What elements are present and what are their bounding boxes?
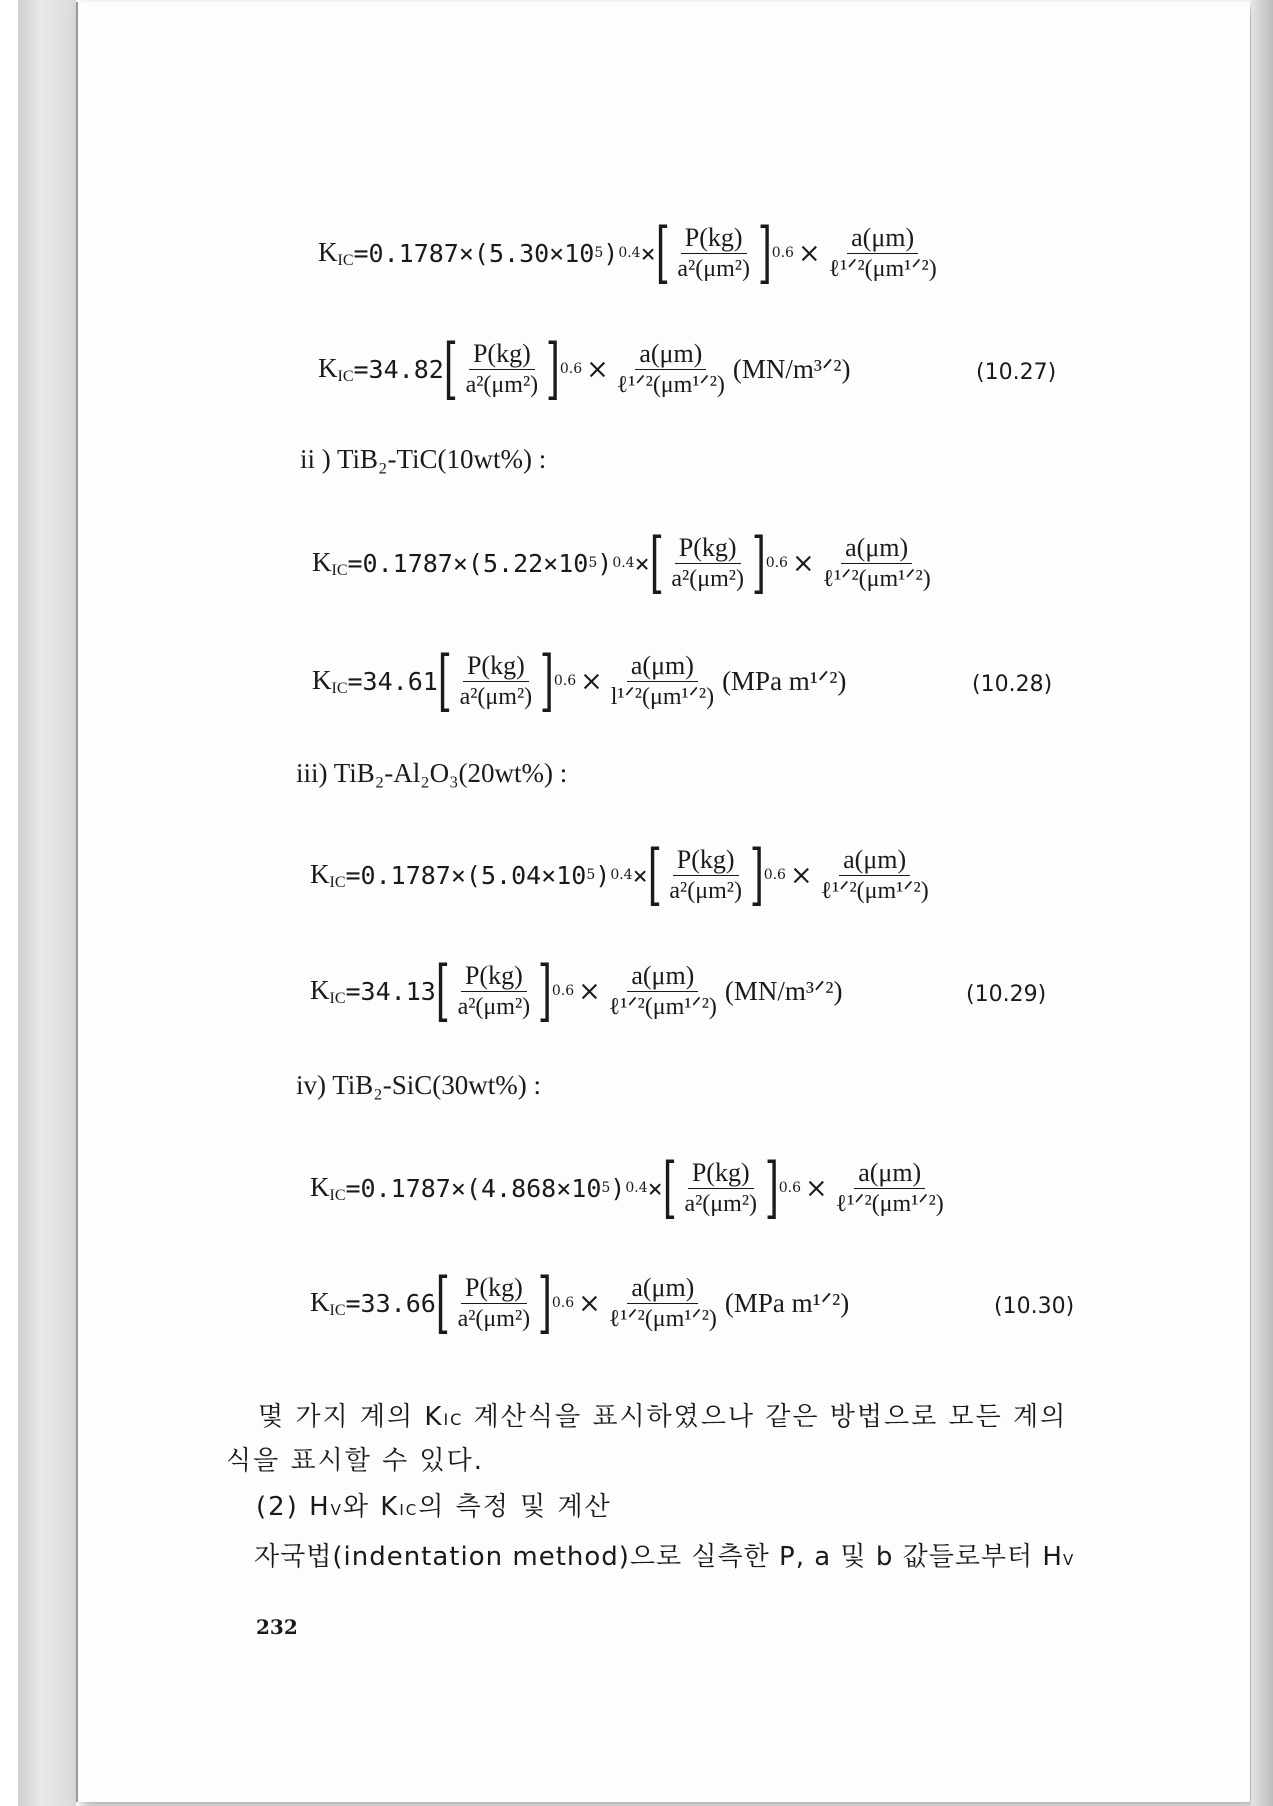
times: ×: [805, 1172, 828, 1204]
equation: [310, 1264, 850, 1341]
fraction-length: $\frac{a(\mu m)}{\text{ℓ¹ᐟ²(μm¹ᐟ²)}}$: [828, 222, 937, 282]
times: ×: [578, 1287, 601, 1319]
fraction-main: $\frac{P(kg)}{\text{a²(μm²)}}$: [457, 1272, 531, 1332]
equation: [312, 642, 847, 719]
coefficient: =0.1787×(5.22×10: [347, 548, 589, 578]
times: ×: [797, 237, 821, 269]
section-heading: (2) HV와 KIC의 측정 및 계산: [256, 1492, 612, 1522]
power: 0.4: [610, 867, 633, 883]
exponent: 5: [594, 245, 604, 261]
fraction-main: $\frac{P(kg)}{\text{a²(μm²)}}$: [465, 338, 539, 398]
bracket-open: [: [435, 1264, 450, 1341]
bracket-close: ]: [545, 330, 561, 407]
times: ×: [634, 548, 650, 578]
fraction-main: $\frac{P(kg)}{\text{a²(μm²)}}$: [671, 532, 744, 592]
heading-iii: iii) TiB₂-Al₂O₃(20wt%) :: [296, 758, 568, 788]
k-symbol: $K_{IC}$: [312, 664, 348, 697]
k-symbol: $K_{IC}$: [312, 546, 348, 579]
times: ×: [789, 859, 813, 891]
bracket-exponent: 0.6: [553, 673, 577, 689]
bracket-close: ]: [757, 214, 772, 291]
coefficient: =0.1787×(5.04×10: [345, 860, 587, 890]
power: 0.4: [625, 1180, 648, 1196]
unit: (MN/m³ᐟ²): [724, 975, 843, 1006]
k-symbol: $K_{IC}$: [310, 974, 346, 1007]
equation: [310, 952, 843, 1029]
fraction-main: $\frac{P(kg)}{\text{a²(μm²)}}$: [677, 222, 750, 282]
k-symbol: $K_{IC}$: [318, 352, 354, 385]
fraction-length: $\frac{a(\mu m)}{\text{ℓ¹ᐟ²(μm¹ᐟ²)}}$: [820, 844, 929, 904]
coefficient: =34.61: [347, 666, 438, 696]
times: ×: [580, 665, 603, 697]
k-symbol: $K_{IC}$: [310, 1171, 346, 1204]
exponent: 5: [601, 1180, 611, 1196]
fraction-length: $\frac{a(\mu m)}{\text{ℓ¹ᐟ²(μm¹ᐟ²)}}$: [608, 1272, 717, 1332]
coefficient: =34.82: [353, 354, 444, 384]
bracket-close: ]: [537, 952, 553, 1029]
equation-number: (10.29): [966, 982, 1047, 1007]
paragraph-line-1: 몇 가지 계의 KIC 계산식을 표시하였으나 같은 방법으로 모든 계의: [258, 1402, 1068, 1432]
equation: [312, 524, 939, 601]
bracket-close: ]: [751, 524, 766, 601]
paren-close: ): [603, 238, 619, 268]
fraction-main: $\frac{P(kg)}{\text{a²(μm²)}}$: [457, 960, 531, 1020]
fraction-main: $\frac{P(kg)}{\text{a²(μm²)}}$: [459, 650, 533, 710]
bracket-open: [: [649, 524, 664, 601]
heading-ii: ii ) TiB₂-TiC(10wt%) :: [300, 444, 547, 474]
bracket-open: [: [662, 1149, 677, 1226]
bracket-exponent: 0.6: [551, 1295, 575, 1311]
coefficient: =33.66: [345, 1288, 436, 1318]
power: 0.4: [618, 245, 641, 261]
unit: (MPa m¹ᐟ²): [724, 1287, 850, 1318]
times: ×: [640, 238, 656, 268]
bracket-open: [: [443, 330, 458, 407]
bracket-exponent: 0.6: [771, 245, 794, 261]
equation-number: (10.28): [972, 672, 1053, 697]
times: ×: [632, 860, 648, 890]
book-spine: [18, 0, 76, 1806]
bracket-open: [: [435, 952, 450, 1029]
bracket-close: ]: [749, 836, 764, 913]
fraction-length: $\frac{a(\mu m)}{\text{ℓ¹ᐟ²(μm¹ᐟ²)}}$: [608, 960, 717, 1020]
coefficient: =34.13: [345, 976, 436, 1006]
fraction-length: $\frac{a(\mu m)}{\text{ℓ¹ᐟ²(μm¹ᐟ²)}}$: [835, 1157, 944, 1217]
bracket-exponent: 0.6: [778, 1180, 802, 1196]
k-symbol: $K_{IC}$: [310, 1286, 346, 1319]
times: ×: [791, 547, 815, 579]
equation: [318, 330, 851, 407]
exponent: 5: [586, 867, 596, 883]
k-symbol: $K_{IC}$: [310, 858, 346, 891]
fraction-main: $\frac{P(kg)}{\text{a²(μm²)}}$: [669, 844, 742, 904]
bracket-exponent: 0.6: [763, 867, 786, 883]
fraction-length: $\frac{a(\mu m)}{\text{ℓ¹ᐟ²(μm¹ᐟ²)}}$: [616, 338, 725, 398]
paragraph-2: 자국법(indentation method)으로 실측한 P, a 및 b 값들로부터 HV: [254, 1542, 1075, 1572]
exponent: 5: [588, 555, 598, 571]
paren-close: ): [610, 1173, 626, 1203]
page-edge: [1251, 0, 1273, 1806]
equation-number: (10.30): [994, 1294, 1075, 1319]
bracket-close: ]: [764, 1149, 779, 1226]
bracket-open: [: [655, 214, 670, 291]
equation-number: (10.27): [976, 360, 1057, 385]
page-number: 232: [256, 1615, 298, 1639]
paragraph-line-2: 식을 표시할 수 있다.: [226, 1446, 484, 1476]
bracket-open: [: [647, 836, 662, 913]
bracket-open: [: [437, 642, 452, 719]
bracket-close: ]: [539, 642, 555, 719]
bracket-exponent: 0.6: [765, 555, 788, 571]
coefficient: =0.1787×(5.30×10: [353, 238, 595, 268]
unit: (MN/m³ᐟ²): [732, 353, 851, 384]
k-symbol: $K_{IC}$: [318, 236, 354, 269]
equation: [318, 214, 945, 291]
fraction-length: $\frac{a(\mu m)}{\text{l¹ᐟ²(μm¹ᐟ²)}}$: [610, 650, 715, 710]
fraction-main: $\frac{P(kg)}{\text{a²(μm²)}}$: [684, 1157, 757, 1217]
paren-close: ): [597, 548, 613, 578]
unit: (MPa m¹ᐟ²): [722, 665, 847, 696]
power: 0.4: [612, 555, 635, 571]
times: ×: [578, 975, 601, 1007]
paren-close: ): [595, 860, 611, 890]
equation: [310, 1149, 952, 1226]
times: ×: [647, 1173, 663, 1203]
heading-iv: iv) TiB₂-SiC(30wt%) :: [296, 1070, 541, 1100]
bracket-close: ]: [537, 1264, 553, 1341]
coefficient: =0.1787×(4.868×10: [345, 1173, 602, 1203]
bracket-exponent: 0.6: [559, 361, 583, 377]
bracket-exponent: 0.6: [551, 983, 575, 999]
fraction-length: $\frac{a(\mu m)}{\text{ℓ¹ᐟ²(μm¹ᐟ²)}}$: [822, 532, 931, 592]
times: ×: [586, 353, 609, 385]
equation: [310, 836, 937, 913]
